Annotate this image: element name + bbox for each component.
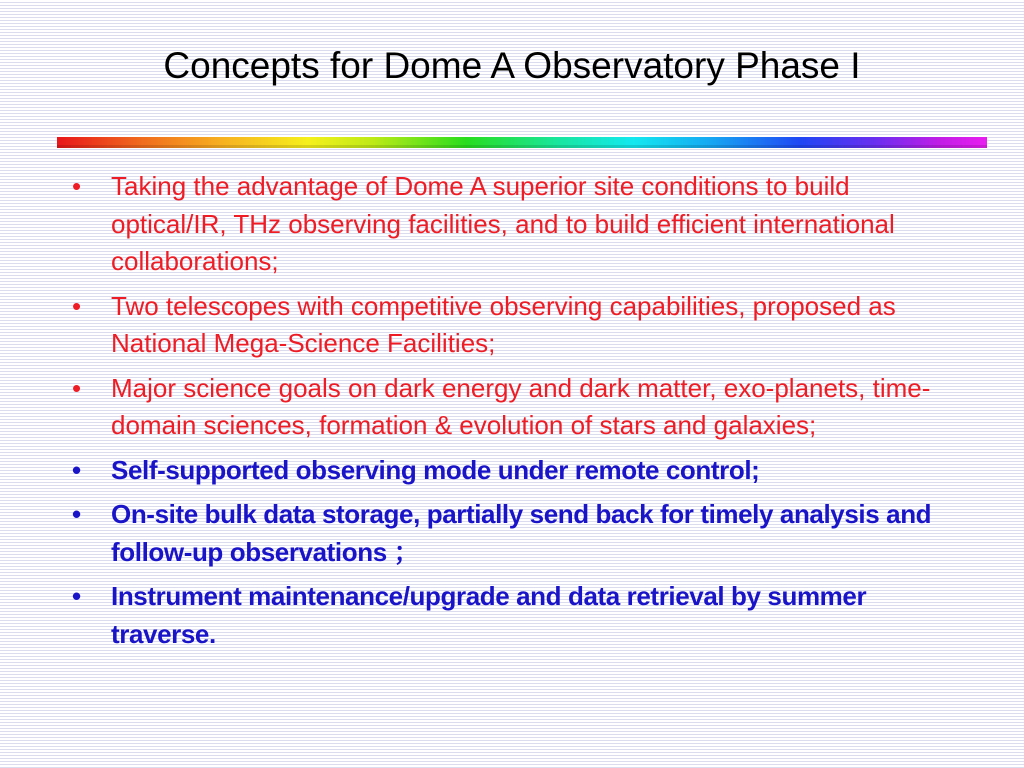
bullet-text: Taking the advantage of Dome A superior site conditions to build optical/IR, THz observing facilities, and to build efficient international collaborations; [111,171,895,276]
bullet-dot-icon: • [72,581,81,611]
rainbow-divider [57,137,987,148]
bullet-dot-icon: • [72,454,81,485]
slide-title: Concepts for Dome A Observatory Phase I [163,45,861,86]
bullet-item-site-conditions [72,168,972,281]
bullet-dot-icon: • [72,372,82,403]
bullet-item-maintenance [72,578,972,653]
bullet-dot-icon: • [72,499,81,529]
bullet-text: Self-supported observing mode under remote control; [111,454,760,485]
bullet-item-science-goals [72,370,972,445]
bullet-list [72,168,972,660]
bullet-dot-icon: • [72,171,82,201]
bullet-text: Major science goals on dark energy and dark matter, exo-planets, time-domain sciences, formation & evolution of stars and galaxies; [111,372,931,440]
bullet-text: On-site bulk data storage, partially send back for timely analysis and follow-up observations ； [111,499,932,567]
bullet-item-data-storage [72,496,972,571]
bullet-dot-icon: • [72,290,82,321]
bullet-text: Two telescopes with competitive observing capabilities, proposed as National Mega-Science Facilities; [111,290,896,358]
bullet-text: Instrument maintenance/upgrade and data retrieval by summer traverse. [111,581,867,649]
bullet-item-remote-control [72,452,972,490]
bullet-item-telescopes [72,288,972,363]
